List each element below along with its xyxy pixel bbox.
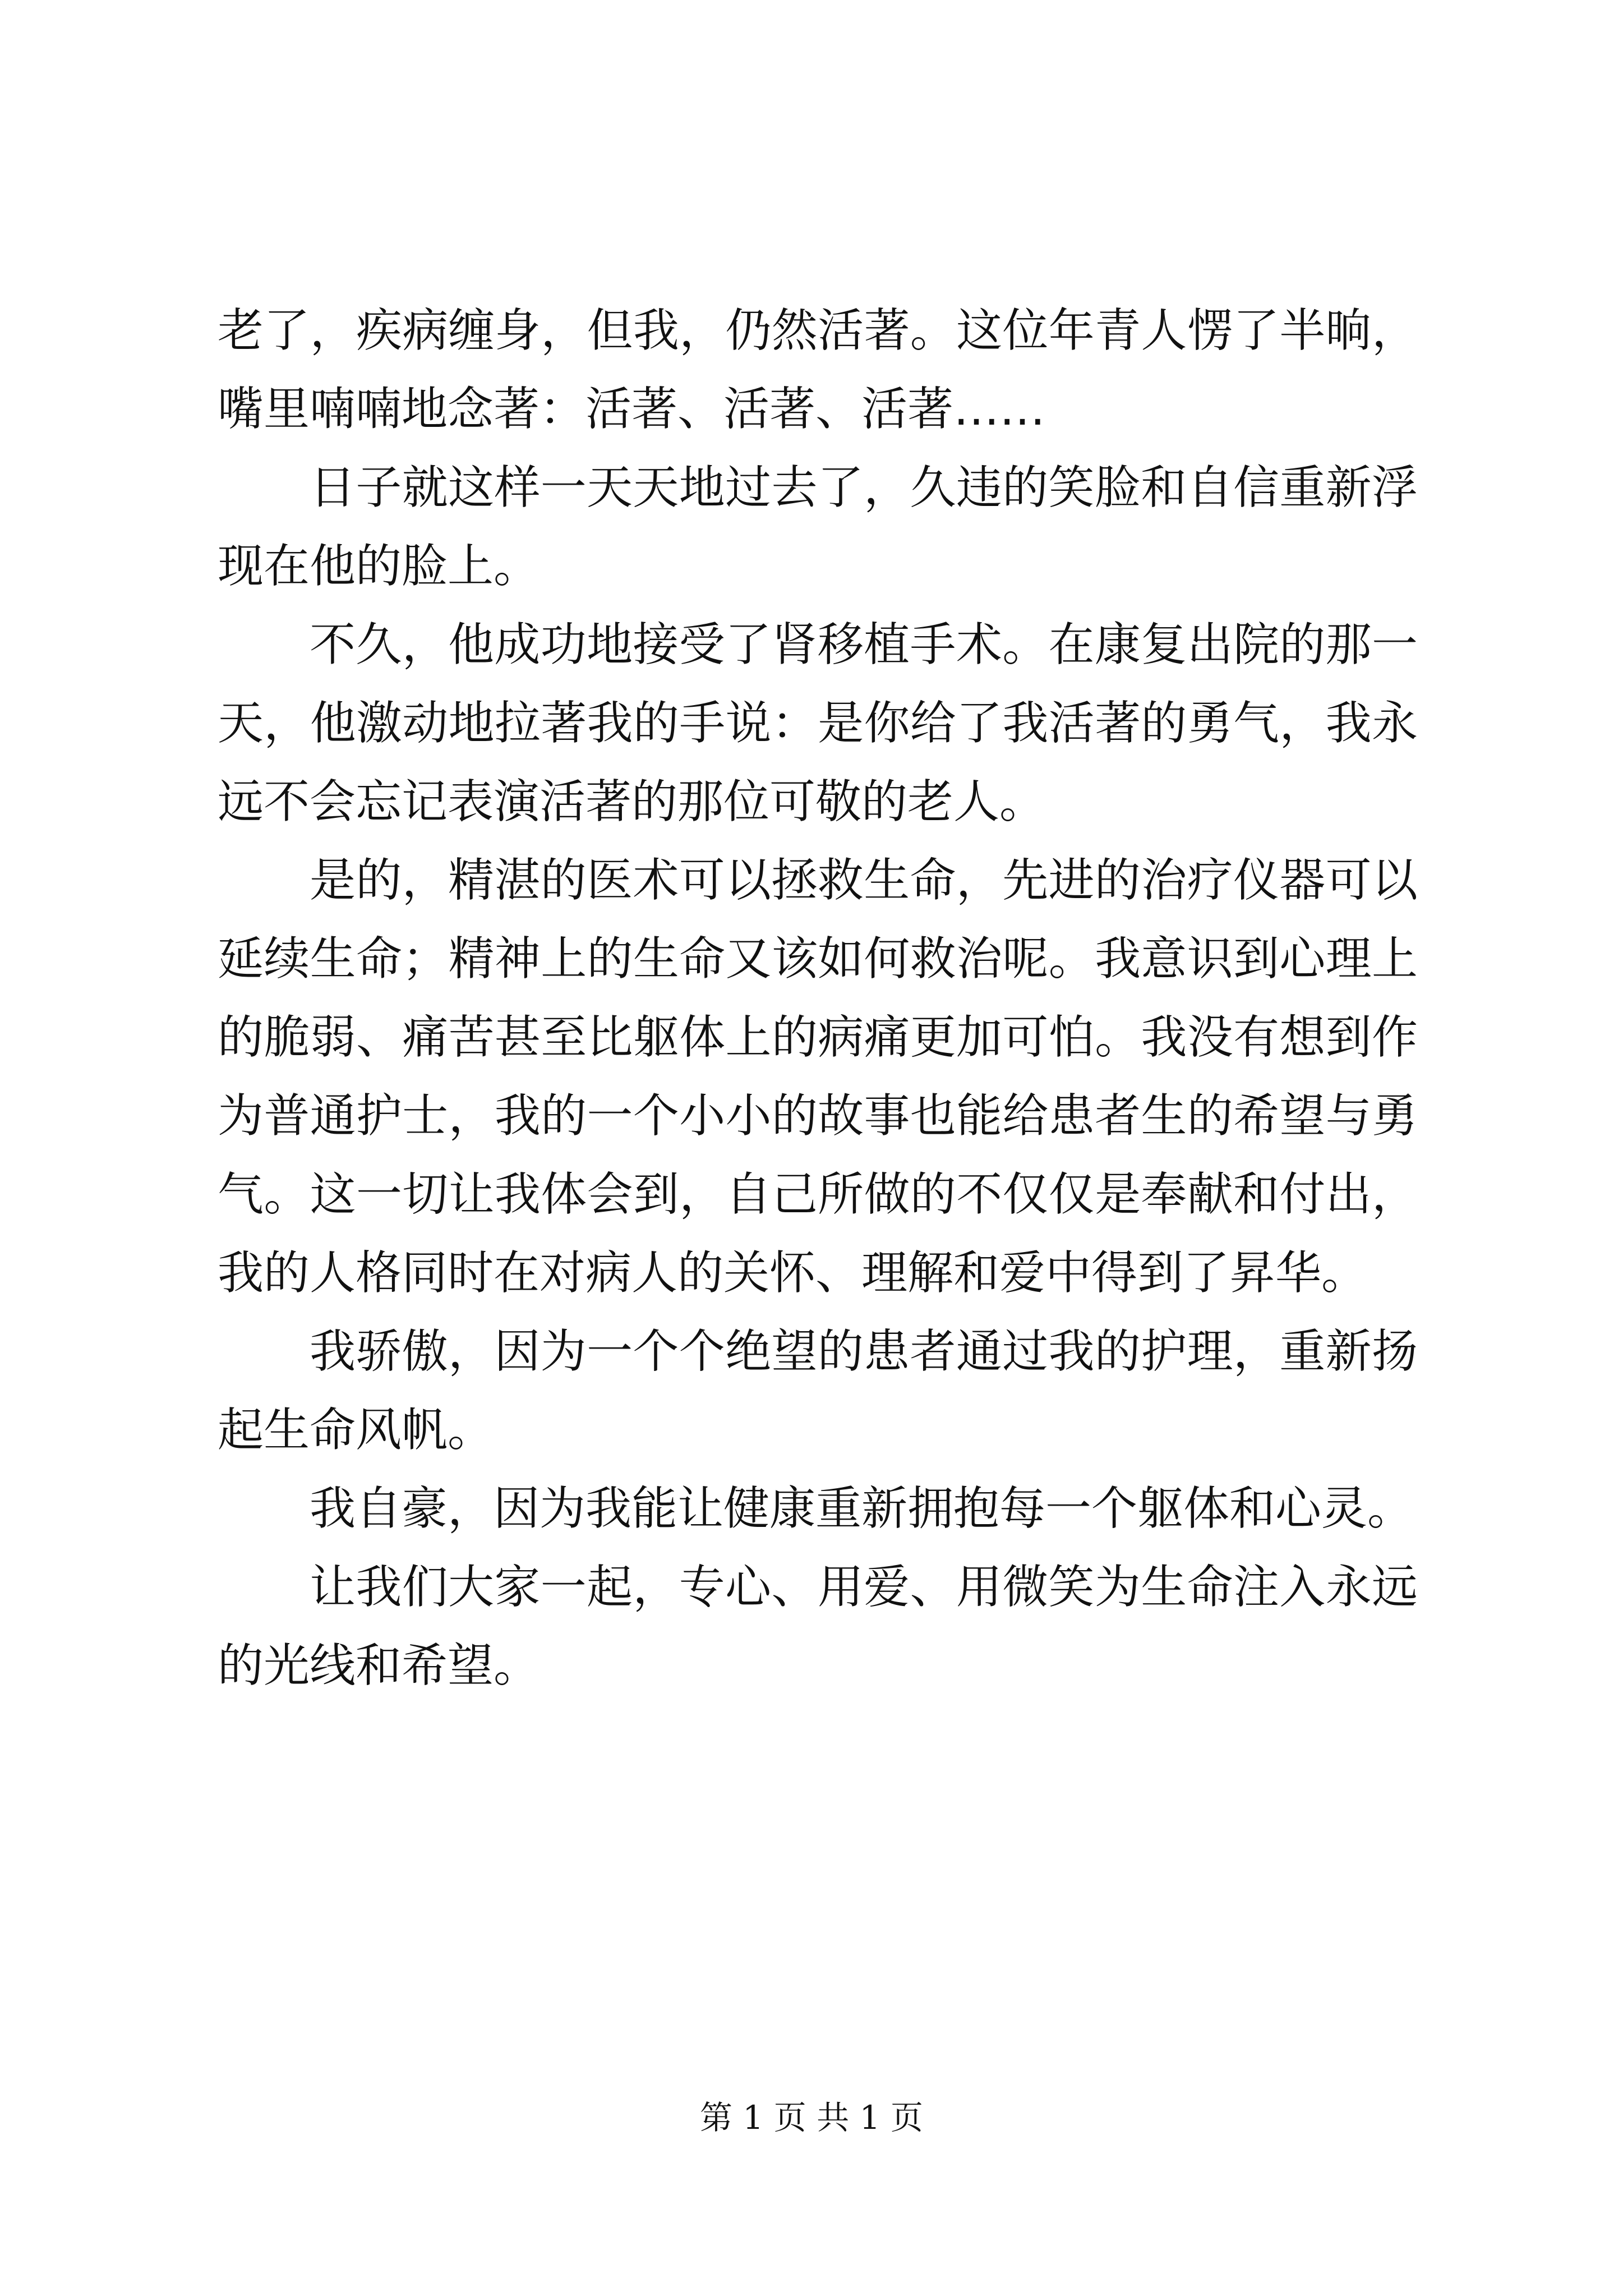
paragraph-2: 日子就这样一天天地过去了，久违的笑脸和自信重新浮现在他的脸上。 [218, 461, 1418, 593]
paragraph-3: 不久，他成功地接受了肾移植手术。在康复出院的那一天，他激动地拉著我的手说：是你给了我活著的勇气，我永远不会忘记表演活著的那位可敬的老人。 [218, 618, 1418, 829]
paragraph-6: 我自豪，因为我能让健康重新拥抱每一个躯体和心灵。 [310, 1482, 1414, 1535]
page-footer: 第 1 页 共 1 页 [700, 2099, 923, 2137]
paragraph-5: 我骄傲，因为一个个绝望的患者通过我的护理，重新扬起生命风帆。 [218, 1325, 1418, 1457]
paragraph-4: 是的，精湛的医术可以拯救生命，先进的治疗仪器可以延续生命；精神上的生命又该如何救治呢。我意识到心理上的脆弱、痛苦甚至比躯体上的病痛更加可怕。我没有想到作为普通护士，我的一个小小的故事也能给患者生的希望与勇气。这一切让我体会到，自己所做的不仅仅是奉献和付出，我的人格同时在对病人的关怀、理解和爱中得到了昇华。 [218, 854, 1418, 1300]
document-body [218, 292, 1418, 1705]
paragraph-1: 老了，疾病缠身，但我，仍然活著。这位年青人愣了半晌，嘴里喃喃地念著：活著、活著、活著…… [218, 304, 1418, 436]
paragraph-7: 让我们大家一起，专心、用爱、用微笑为生命注入永远的光线和希望。 [218, 1561, 1418, 1692]
